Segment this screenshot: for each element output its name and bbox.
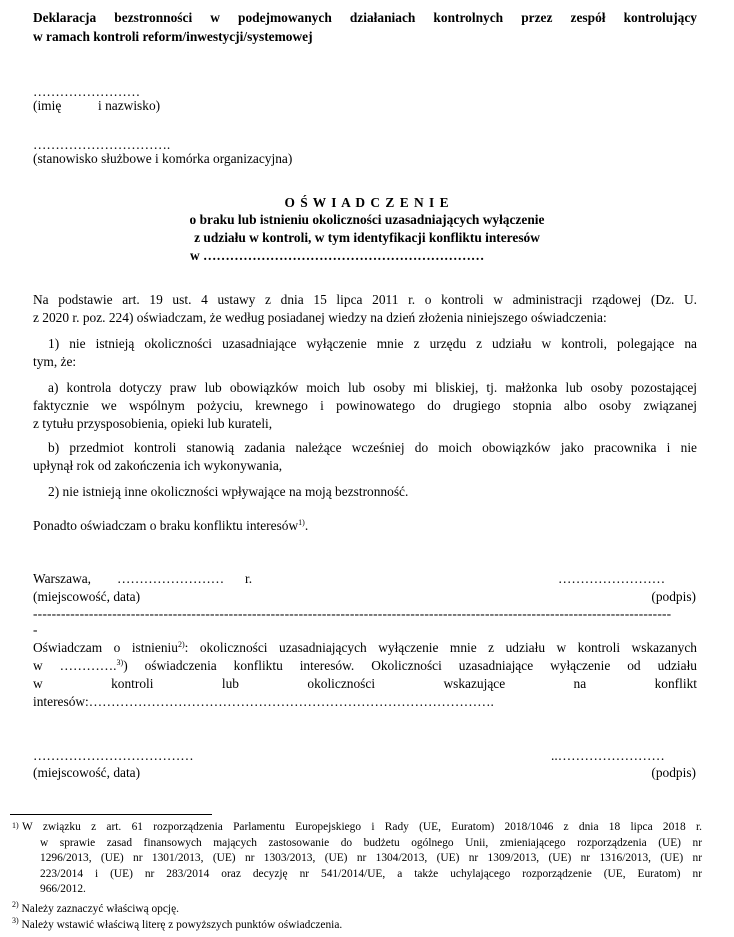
separator-dash-wrap: -	[33, 622, 38, 637]
footnote-2	[12, 902, 179, 918]
sign2-place-label: (miejscowość, data)	[33, 765, 141, 780]
footnote-3-mark: 3)	[12, 916, 19, 925]
point-2: 2) nie istnieją inne okoliczności wpływające na moją bezstronność.	[48, 484, 409, 499]
footnote-3	[12, 918, 342, 934]
header-line-2: w ramach kontroli reform/inwestycji/systemowej	[33, 29, 313, 44]
existence-text-c: w ………….	[33, 658, 117, 673]
position-dots: ………………………….	[33, 137, 171, 152]
existence-line-4: interesów:……………………………………………………………………………….	[33, 694, 494, 709]
header-line-1: Deklaracja bezstronności w podejmowanych działaniach kontrolnych przez zespół kontrolujący	[33, 10, 697, 25]
sign1-signature-label: (podpis)	[651, 589, 696, 604]
document-subtitle-3: w ………………………………………………………	[190, 248, 485, 263]
name-label-last: i nazwisko)	[98, 98, 161, 113]
name-dots: ……………………	[33, 84, 141, 99]
footnote-divider	[10, 814, 212, 815]
document-subtitle-1: o braku lub istnieniu okoliczności uzasadniających wyłączenie	[189, 212, 545, 227]
sign2-signature-dots: ..……………………	[551, 748, 665, 763]
footnote-2-mark: 2)	[12, 900, 19, 909]
footnote-ref-2: 2)	[177, 640, 185, 649]
sign2-place-dots: ………………………………	[33, 748, 194, 763]
existence-line-2	[33, 658, 697, 674]
sign1-signature-dots: ……………………	[558, 571, 666, 586]
point-b-line-2: upłynął rok od zakończenia ich wykonywania,	[33, 458, 283, 473]
ponadto-statement	[33, 518, 308, 534]
footnote-1-line-1: W związku z art. 61 rozporządzenia Parlamentu Europejskiego i Rady (UE, Euratom) 2018/1046 z dnia 18 lipca 2018 r.	[22, 821, 702, 833]
footnote-ref-1: 1)	[298, 518, 305, 527]
point-a-line-1: a) kontrola dotyczy praw lub obowiązków moich lub osoby mi bliskiej, tj. małżonka lub osoby pozostającej	[48, 380, 697, 395]
position-label: (stanowisko służbowe i komórka organizacyjna)	[33, 151, 293, 166]
separator-dashes: -----------------------------------------------------------------------------------------------------------------------------------------	[33, 606, 672, 621]
sign1-year-suffix: r.	[245, 571, 253, 586]
sign1-city: Warszawa,	[33, 571, 92, 586]
intro-line-1: Na podstawie art. 19 ust. 4 ustawy z dnia 15 lipca 2011 r. o kontroli w administracji rządowej (Dz. U.	[33, 292, 697, 307]
sign2-signature-label: (podpis)	[651, 765, 696, 780]
footnote-1-line-4: 223/2014 i (UE) nr 283/2014 oraz decyzję nr 541/2014/UE, a także uchylającego rozporządzenie (UE, Euratom) nr	[40, 867, 702, 880]
existence-text-b: : okoliczności uzasadniających wyłączenie mnie z udziału w kontroli wskazanych	[184, 640, 697, 655]
point-a-line-2: faktycznie we wspólnym pożyciu, krewnego i powinowatego do drugiego stopnia albo osoby związanej	[33, 398, 697, 413]
footnote-3-text: Należy wstawić właściwą literę z powyższych punktów oświadczenia.	[21, 919, 343, 931]
footnote-1-line-2: w sprawie zasad finansowych mających zastosowanie do budżetu ogólnego Unii, zmieniającego rozporządzenia (UE) nr	[40, 836, 702, 849]
footnote-1-line-3: 1296/2013, (UE) nr 1301/2013, (UE) nr 1303/2013, (UE) nr 1304/2013, (UE) nr 1309/2013, (UE) nr 1316/2013, (UE) nr	[40, 852, 702, 864]
existence-text-a: Oświadczam o istnieniu	[33, 640, 178, 655]
footnote-1-line-5: 966/2012.	[40, 883, 86, 895]
sign1-place-label: (miejscowość, data)	[33, 589, 141, 604]
point-a-line-3: z tytułu przysposobienia, opieki lub kurateli,	[33, 416, 273, 431]
point-1-line-1: 1) nie istnieją okoliczności uzasadniające wyłączenie mnie z urzędu z udziału w kontroli, polegające na	[48, 336, 697, 351]
point-1-line-2: tym, że:	[33, 354, 77, 369]
ponadto-text: Ponadto oświadczam o braku konfliktu interesów	[33, 518, 299, 533]
ponadto-period: .	[304, 518, 309, 533]
sign1-date-dots: ……………………	[117, 571, 225, 586]
intro-line-2: z 2020 r. poz. 224) oświadczam, że według posiadanej wiedzy na dzień złożenia niniejszego oświadczenia:	[33, 310, 607, 325]
document-subtitle-2: z udziału w kontroli, w tym identyfikacji konfliktu interesów	[194, 230, 540, 245]
existence-line-1	[33, 640, 697, 656]
existence-line-3: w kontroli lub okoliczności wskazujące na konflikt	[33, 676, 697, 691]
name-label-first: (imię	[33, 98, 62, 113]
footnote-ref-3: 3)	[116, 658, 124, 667]
footnote-2-text: Należy zaznaczyć właściwą opcję.	[21, 903, 180, 915]
footnote-1: 1) W związku z art. 61 rozporządzenia Parlamentu Europejskiego i Rady (UE, Euratom) 2018/1046 z dnia 18 lipca 2018 r. w sprawie zasad finansowych mających zastosowanie do budżetu ogólnego Unii, zmieniającego rozporządzenia (UE) nr 1296/2013, (UE) nr 1301/2013, (UE) nr 1303/2013, (UE) nr 1304/2013, (UE) nr 1309/2013, (UE) nr 1316/2013, (UE) nr 223/2014 i (UE) nr 283/2014 oraz decyzję nr 541/2014/UE, a także uchylającego rozporządzenie (UE, Euratom) nr 966/2012.	[12, 820, 702, 898]
document-title: O Ś W I A D C Z E N I E	[284, 195, 450, 210]
existence-text-d: ) oświadczenia konfliktu interesów. Okoliczności uzasadniające wyłączenie od udziału	[123, 658, 697, 673]
point-b-line-1: b) przedmiot kontroli stanowią zadania należące wcześniej do moich obowiązków jako pracownika i nie	[48, 440, 697, 455]
